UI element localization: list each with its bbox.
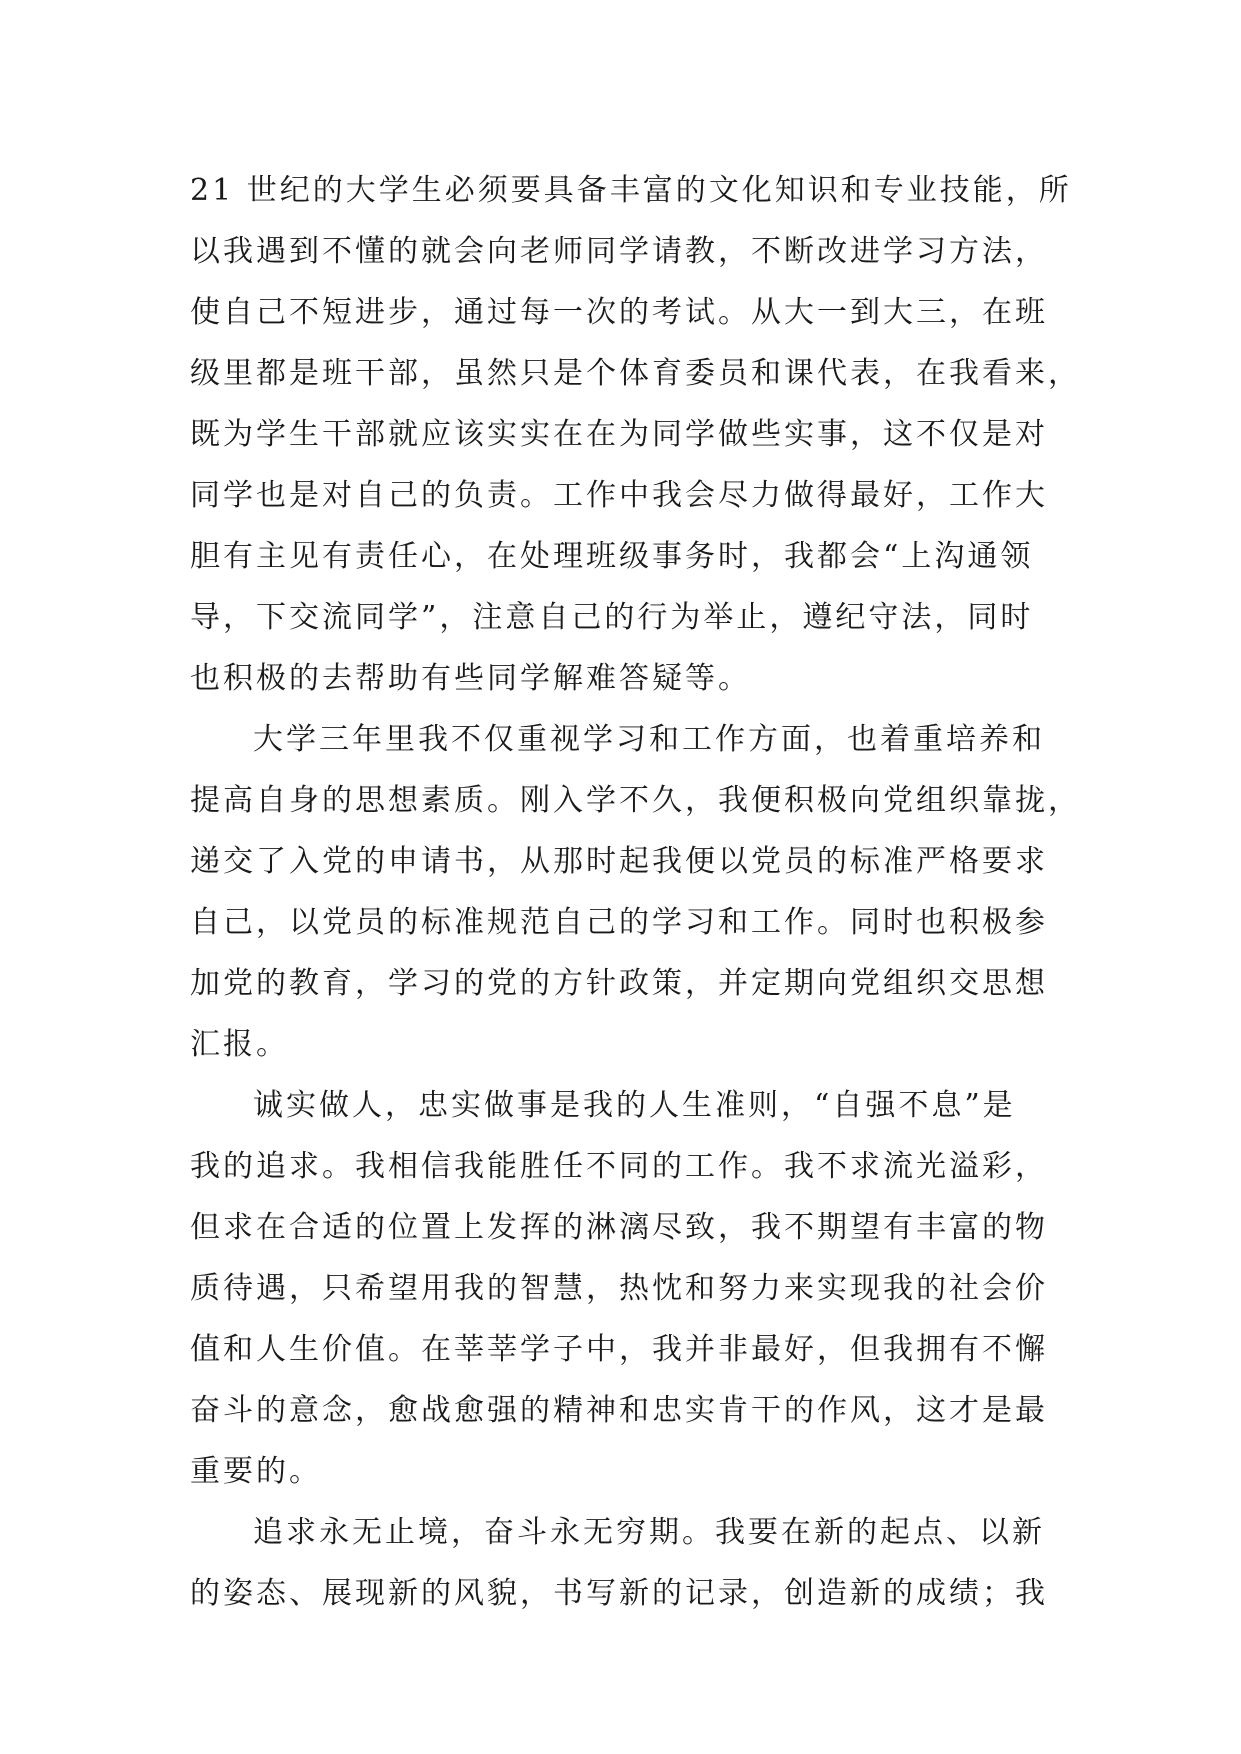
text-line: 自己，以党员的标准规范自己的学习和工作。同时也积极参 [190,905,1048,940]
text-line: 值和人生价值。在莘莘学子中，我并非最好，但我拥有不懈 [190,1332,1048,1367]
paragraph-4 [190,1502,1070,1624]
text-line: 导，下交流同学”，注意自己的行为举止，遵纪守法，同时 [190,600,1034,635]
document-body [190,160,1081,1624]
text-line: 使自己不短进步，通过每一次的考试。从大一到大三，在班 [190,295,1048,330]
text-line: 的姿态、展现新的风貌，书写新的记录，创造新的成绩；我 [190,1576,1048,1611]
text-line: 同学也是对自己的负责。工作中我会尽力做得最好，工作大 [190,478,1048,513]
text-line: 递交了入党的申请书，从那时起我便以党员的标准严格要求 [190,844,1048,879]
text-line: 级里都是班干部，虽然只是个体育委员和课代表，在我看来， [190,356,1081,391]
text-line: 21 世纪的大学生必须要具备丰富的文化知识和专业技能，所 [190,173,1072,208]
text-line: 但求在合适的位置上发挥的淋漓尽致，我不期望有丰富的物 [190,1210,1048,1245]
text-line: 既为学生干部就应该实实在在为同学做些实事，这不仅是对 [190,417,1048,452]
text-line: 胆有主见有责任心，在处理班级事务时，我都会“上沟通领 [190,539,1034,574]
text-line: 大学三年里我不仅重视学习和工作方面，也着重培养和 [253,722,1045,757]
paragraph-1 [190,160,1081,709]
text-line: 诚实做人，忠实做事是我的人生准则，“自强不息”是 [253,1088,1016,1123]
text-line: 奋斗的意念，愈战愈强的精神和忠实肯干的作风，这才是最 [190,1393,1048,1428]
text-line: 汇报。 [190,1027,289,1062]
text-line: 提高自身的思想素质。刚入学不久，我便积极向党组织靠拢， [190,783,1081,818]
text-line: 质待遇，只希望用我的智慧，热忱和努力来实现我的社会价 [190,1271,1048,1306]
text-line: 以我遇到不懂的就会向老师同学请教，不断改进学习方法， [190,234,1048,269]
text-line: 我的追求。我相信我能胜任不同的工作。我不求流光溢彩， [190,1149,1048,1184]
text-line: 也积极的去帮助有些同学解难答疑等。 [190,661,751,696]
text-line: 重要的。 [190,1454,322,1489]
text-line: 追求永无止境，奋斗永无穷期。我要在新的起点、以新 [253,1515,1045,1550]
paragraph-3 [190,1075,1070,1502]
text-line: 加党的教育，学习的党的方针政策，并定期向党组织交思想 [190,966,1048,1001]
paragraph-2 [190,709,1081,1075]
